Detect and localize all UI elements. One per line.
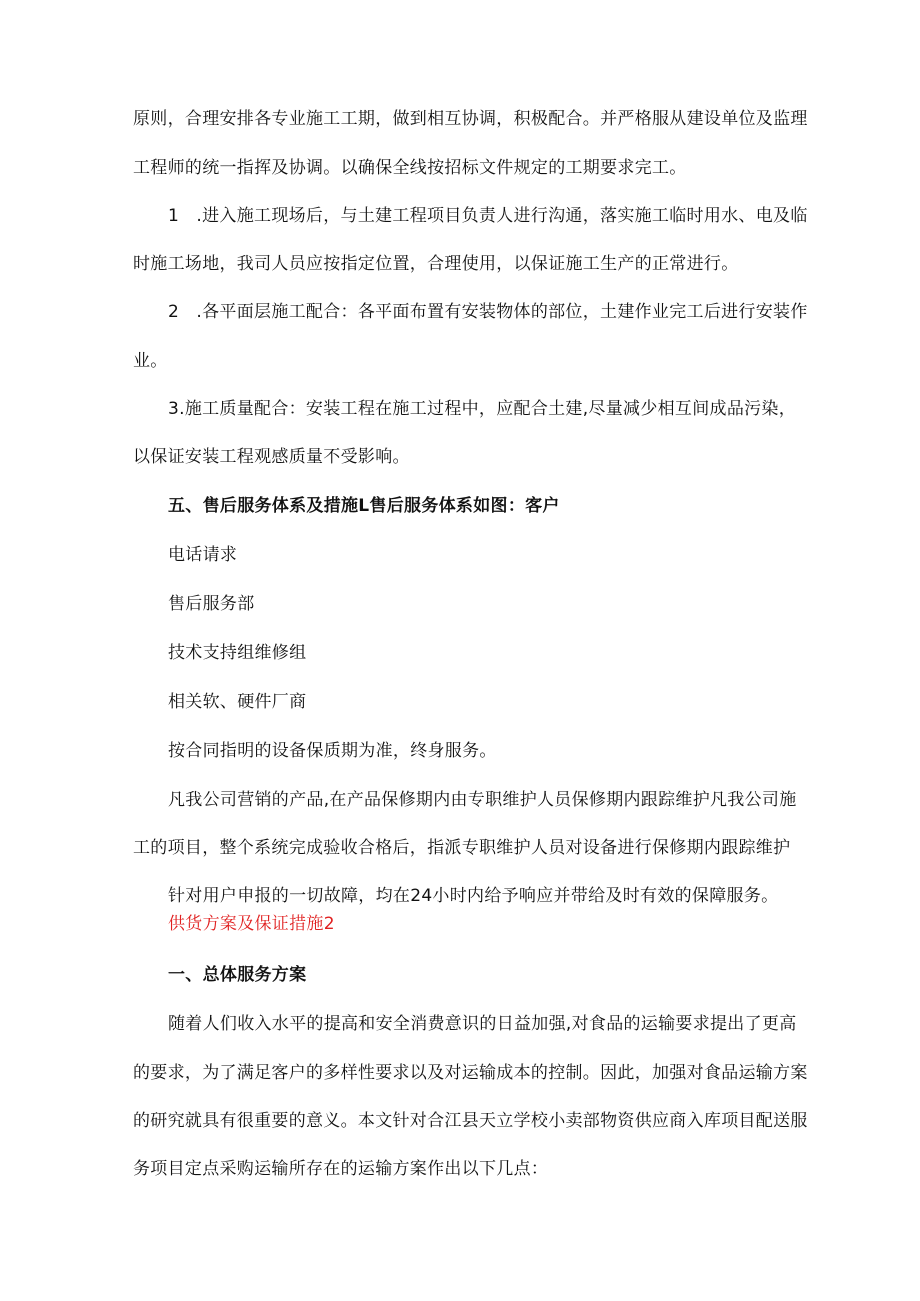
paragraph-line: 3.施工质量配合：安装工程在施工过程中，应配合土建,尽量减少相互间成品污染， [168,399,797,419]
paragraph-line: 工程师的统一指挥及协调。以确保全线按招标文件规定的工期要求完工。 [133,158,687,178]
paragraph-line: 务项目定点采购运输所存在的运输方案作出以下几点： [133,1159,549,1179]
section-heading: 五、售后服务体系及措施L售后服务体系如图：客户 [168,496,560,516]
paragraph-line: 凡我公司营销的产品,在产品保修期内由专职维护人员保修期内跟踪维护凡我公司施 [168,790,797,810]
paragraph-line: 的要求，为了满足客户的多样性要求以及对运输成本的控制。因此，加强对食品运输方案 [133,1063,808,1083]
diagram-item: 电话请求 [168,545,238,565]
paragraph-line: 随着人们收入水平的提高和安全消费意识的日益加强,对食品的运输要求提出了更高 [168,1014,797,1034]
diagram-item: 技术支持组维修组 [168,643,307,663]
paragraph-line: 以保证安装工程观感质量不受影响。 [133,447,410,467]
section-heading: 一、总体服务方案 [168,965,307,985]
paragraph-line: 工的项目，整个系统完成验收合格后，指派专职维护人员对设备进行保修期内跟踪维护 [133,838,791,858]
paragraph-line: 原则，合理安排各专业施工工期，做到相互协调，积极配合。并严格服从建设单位及监理 [133,109,808,129]
paragraph-line: 时施工场地，我司人员应按指定位置，合理使用，以保证施工生产的正常进行。 [133,254,739,274]
paragraph-line: 的研究就具有很重要的意义。本文针对合江县天立学校小卖部物资供应商入库项目配送服 [133,1111,808,1131]
paragraph-line: 针对用户申报的一切故障，均在24小时内给予响应并带给及时有效的保障服务。 [168,886,779,906]
red-subheading: 供货方案及保证措施2 [168,914,335,934]
diagram-item: 相关软、硬件厂商 [168,692,307,712]
paragraph-line: 业。 [133,351,168,371]
paragraph-line: 2 .各平面层施工配合：各平面布置有安装物体的部位，土建作业完工后进行安装作 [168,302,808,322]
diagram-item: 售后服务部 [168,594,255,614]
paragraph-line: 1 .进入施工现场后，与土建工程项目负责人进行沟通，落实施工临时用水、电及临 [168,206,808,226]
paragraph-line: 按合同指明的设备保质期为准，终身服务。 [168,741,497,761]
